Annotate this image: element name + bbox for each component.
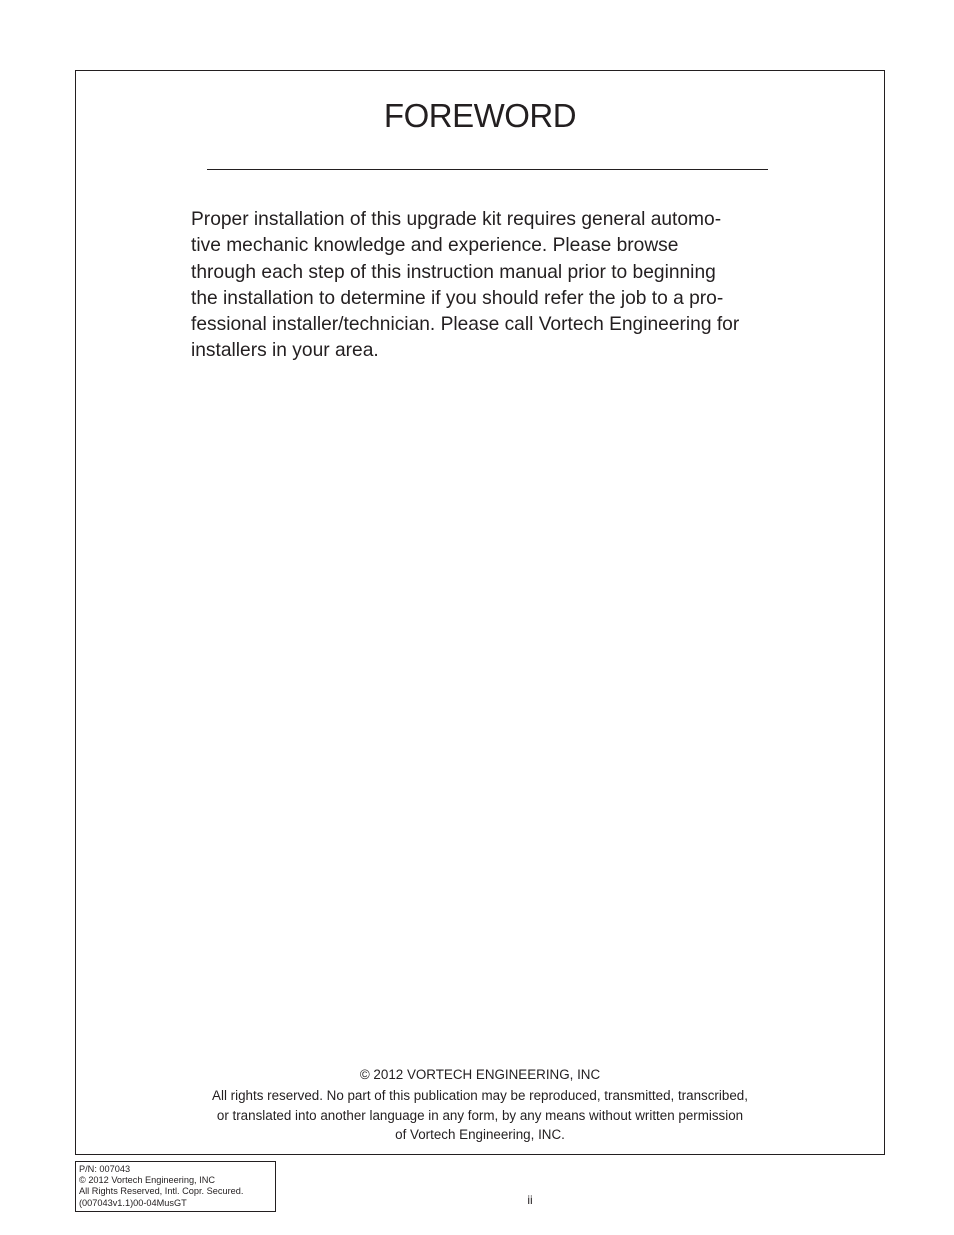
page-number: ii [527, 1193, 533, 1207]
copyright-line: © 2012 VORTECH ENGINEERING, INC [359, 1067, 601, 1082]
copyright-notice [76, 1065, 884, 1145]
part-number-line: P/N: 007043 [79, 1164, 131, 1174]
rights-reserved-text: All rights reserved. No part of this publication may be reproduced, transmitted, transcribed, or translated into another language in any form, by any means without written permission of Vortech Engineering, INC. [212, 1087, 748, 1143]
title-divider [207, 169, 768, 170]
page-title: FOREWORD [383, 97, 577, 134]
part-copyright-line: © 2012 Vortech Engineering, INC [79, 1175, 215, 1186]
foreword-body-text: Proper installation of this upgrade kit requires general automo- tive mechanic knowledge and experience. Please browse through each step of this instruction manual prior to beginning the installation to determine if you should refer the job to a pro- fessional installer/technician. Please call Vortech Engineering for installers in your area. [191, 209, 740, 362]
part-number-box [75, 1161, 276, 1212]
part-revision-line: (007043v1.1)00-04MusGT [79, 1197, 187, 1208]
page-frame [75, 70, 885, 1155]
part-rights-line: All Rights Reserved, Intl. Copr. Secured. [79, 1186, 244, 1197]
